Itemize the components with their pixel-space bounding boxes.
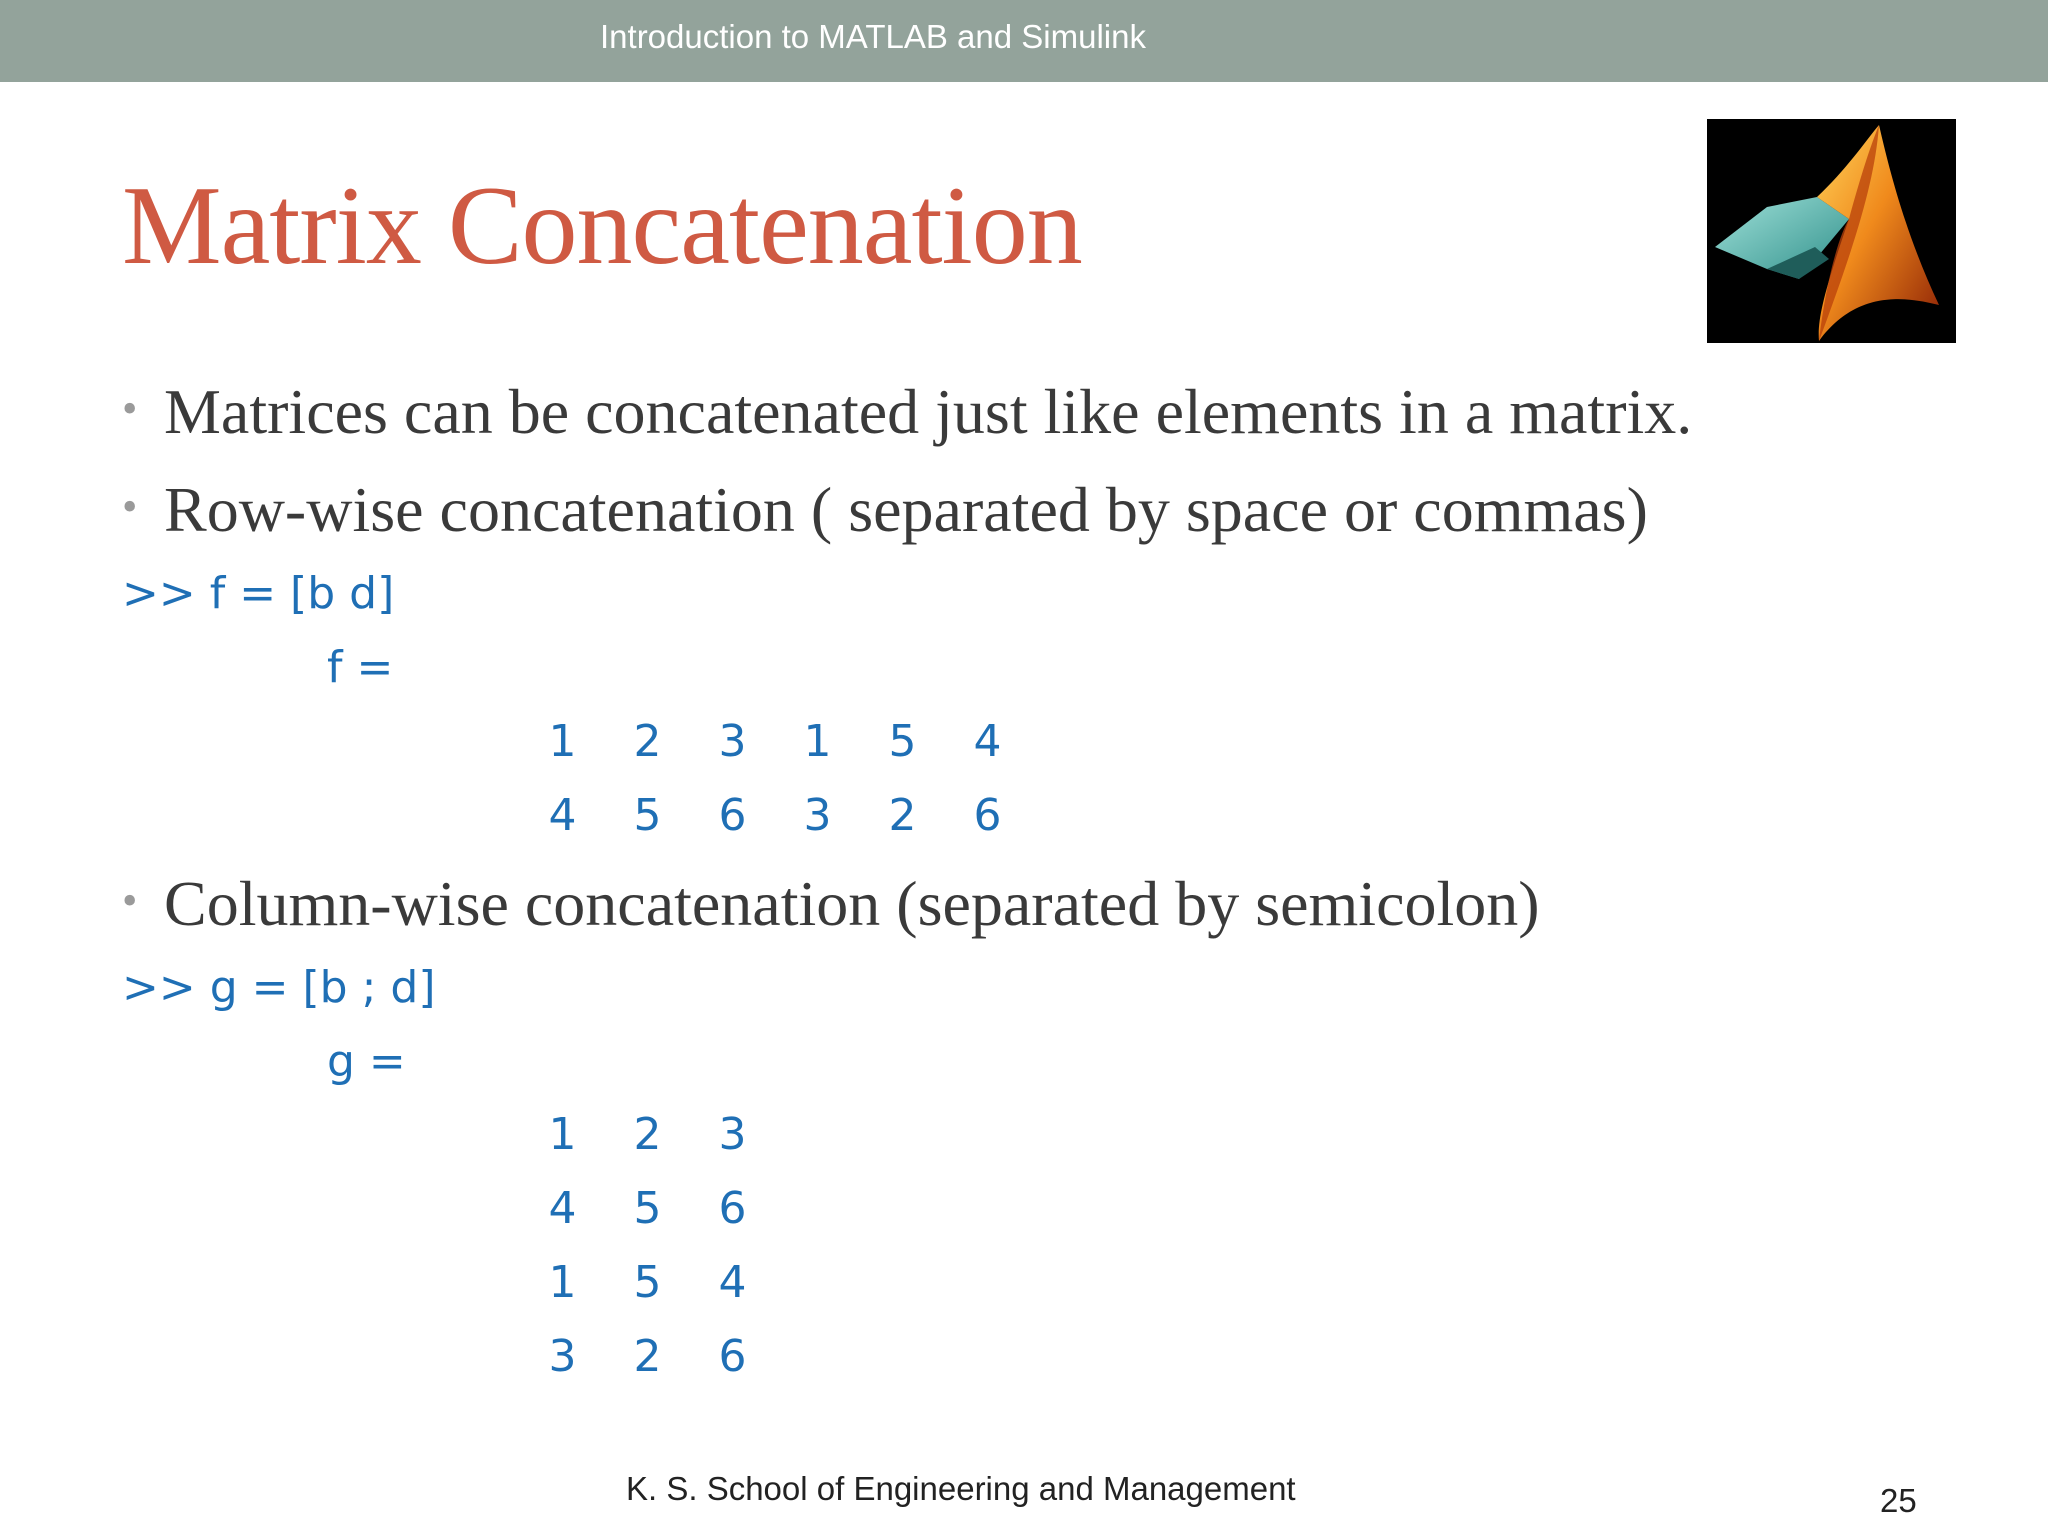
matrix-cell: 3	[803, 789, 832, 841]
bullet-1-text: Matrices can be concatenated just like elements in a matrix.	[164, 376, 1693, 447]
matlab-logo-icon	[1707, 119, 1956, 343]
matrix-cell: 1	[803, 715, 832, 767]
matrix-cell: 5	[633, 1256, 662, 1308]
result-label-g: g =	[327, 1036, 406, 1087]
matrix-cell: 5	[633, 789, 662, 841]
matrix-cell: 4	[718, 1256, 747, 1308]
matrix-cell: 2	[633, 715, 662, 767]
matrix-cell: 6	[718, 1182, 747, 1234]
slide-title: Matrix Concatenation	[122, 164, 1082, 288]
matrix-cell: 2	[888, 789, 917, 841]
matrix-row	[520, 1245, 775, 1319]
bullet-3-text: Column-wise concatenation (separated by semicolon)	[164, 868, 1540, 939]
matrix-row	[520, 704, 1030, 778]
footer-institution: K. S. School of Engineering and Management	[626, 1470, 1296, 1507]
matrix-cell: 5	[888, 715, 917, 767]
bullet-2-text: Row-wise concatenation ( separated by space or commas)	[164, 474, 1648, 545]
matrix-f	[520, 704, 1030, 852]
header-title: Introduction to MATLAB and Simulink	[600, 18, 1146, 55]
result-label-f: f =	[327, 642, 394, 693]
bullet-3	[122, 868, 1540, 939]
matrix-cell: 3	[718, 715, 747, 767]
matrix-row	[520, 1097, 775, 1171]
matrix-cell: 2	[633, 1108, 662, 1160]
bullet-1	[122, 376, 1693, 447]
bullet-dot-icon: •	[122, 482, 138, 531]
bullet-dot-icon: •	[122, 876, 138, 925]
matrix-row	[520, 1319, 775, 1393]
matrix-cell: 3	[718, 1108, 747, 1160]
matrix-row	[520, 1171, 775, 1245]
header-bar	[0, 0, 2048, 82]
matrix-cell: 2	[633, 1330, 662, 1382]
matrix-cell: 4	[548, 789, 577, 841]
bullet-dot-icon: •	[122, 384, 138, 433]
matrix-cell: 4	[973, 715, 1002, 767]
bullet-2	[122, 474, 1648, 545]
matrix-cell: 3	[548, 1330, 577, 1382]
code-line-1: >> f = [b d]	[122, 568, 395, 619]
code-line-2: >> g = [b ; d]	[122, 962, 436, 1013]
matrix-cell: 1	[548, 1256, 577, 1308]
matrix-cell: 6	[718, 1330, 747, 1382]
matrix-cell: 1	[548, 715, 577, 767]
matrix-cell: 6	[718, 789, 747, 841]
matrix-g	[520, 1097, 775, 1393]
matrix-cell: 4	[548, 1182, 577, 1234]
matrix-cell: 6	[973, 789, 1002, 841]
matrix-cell: 5	[633, 1182, 662, 1234]
page-number: 25	[1880, 1482, 1917, 1519]
matrix-row	[520, 778, 1030, 852]
matrix-cell: 1	[548, 1108, 577, 1160]
